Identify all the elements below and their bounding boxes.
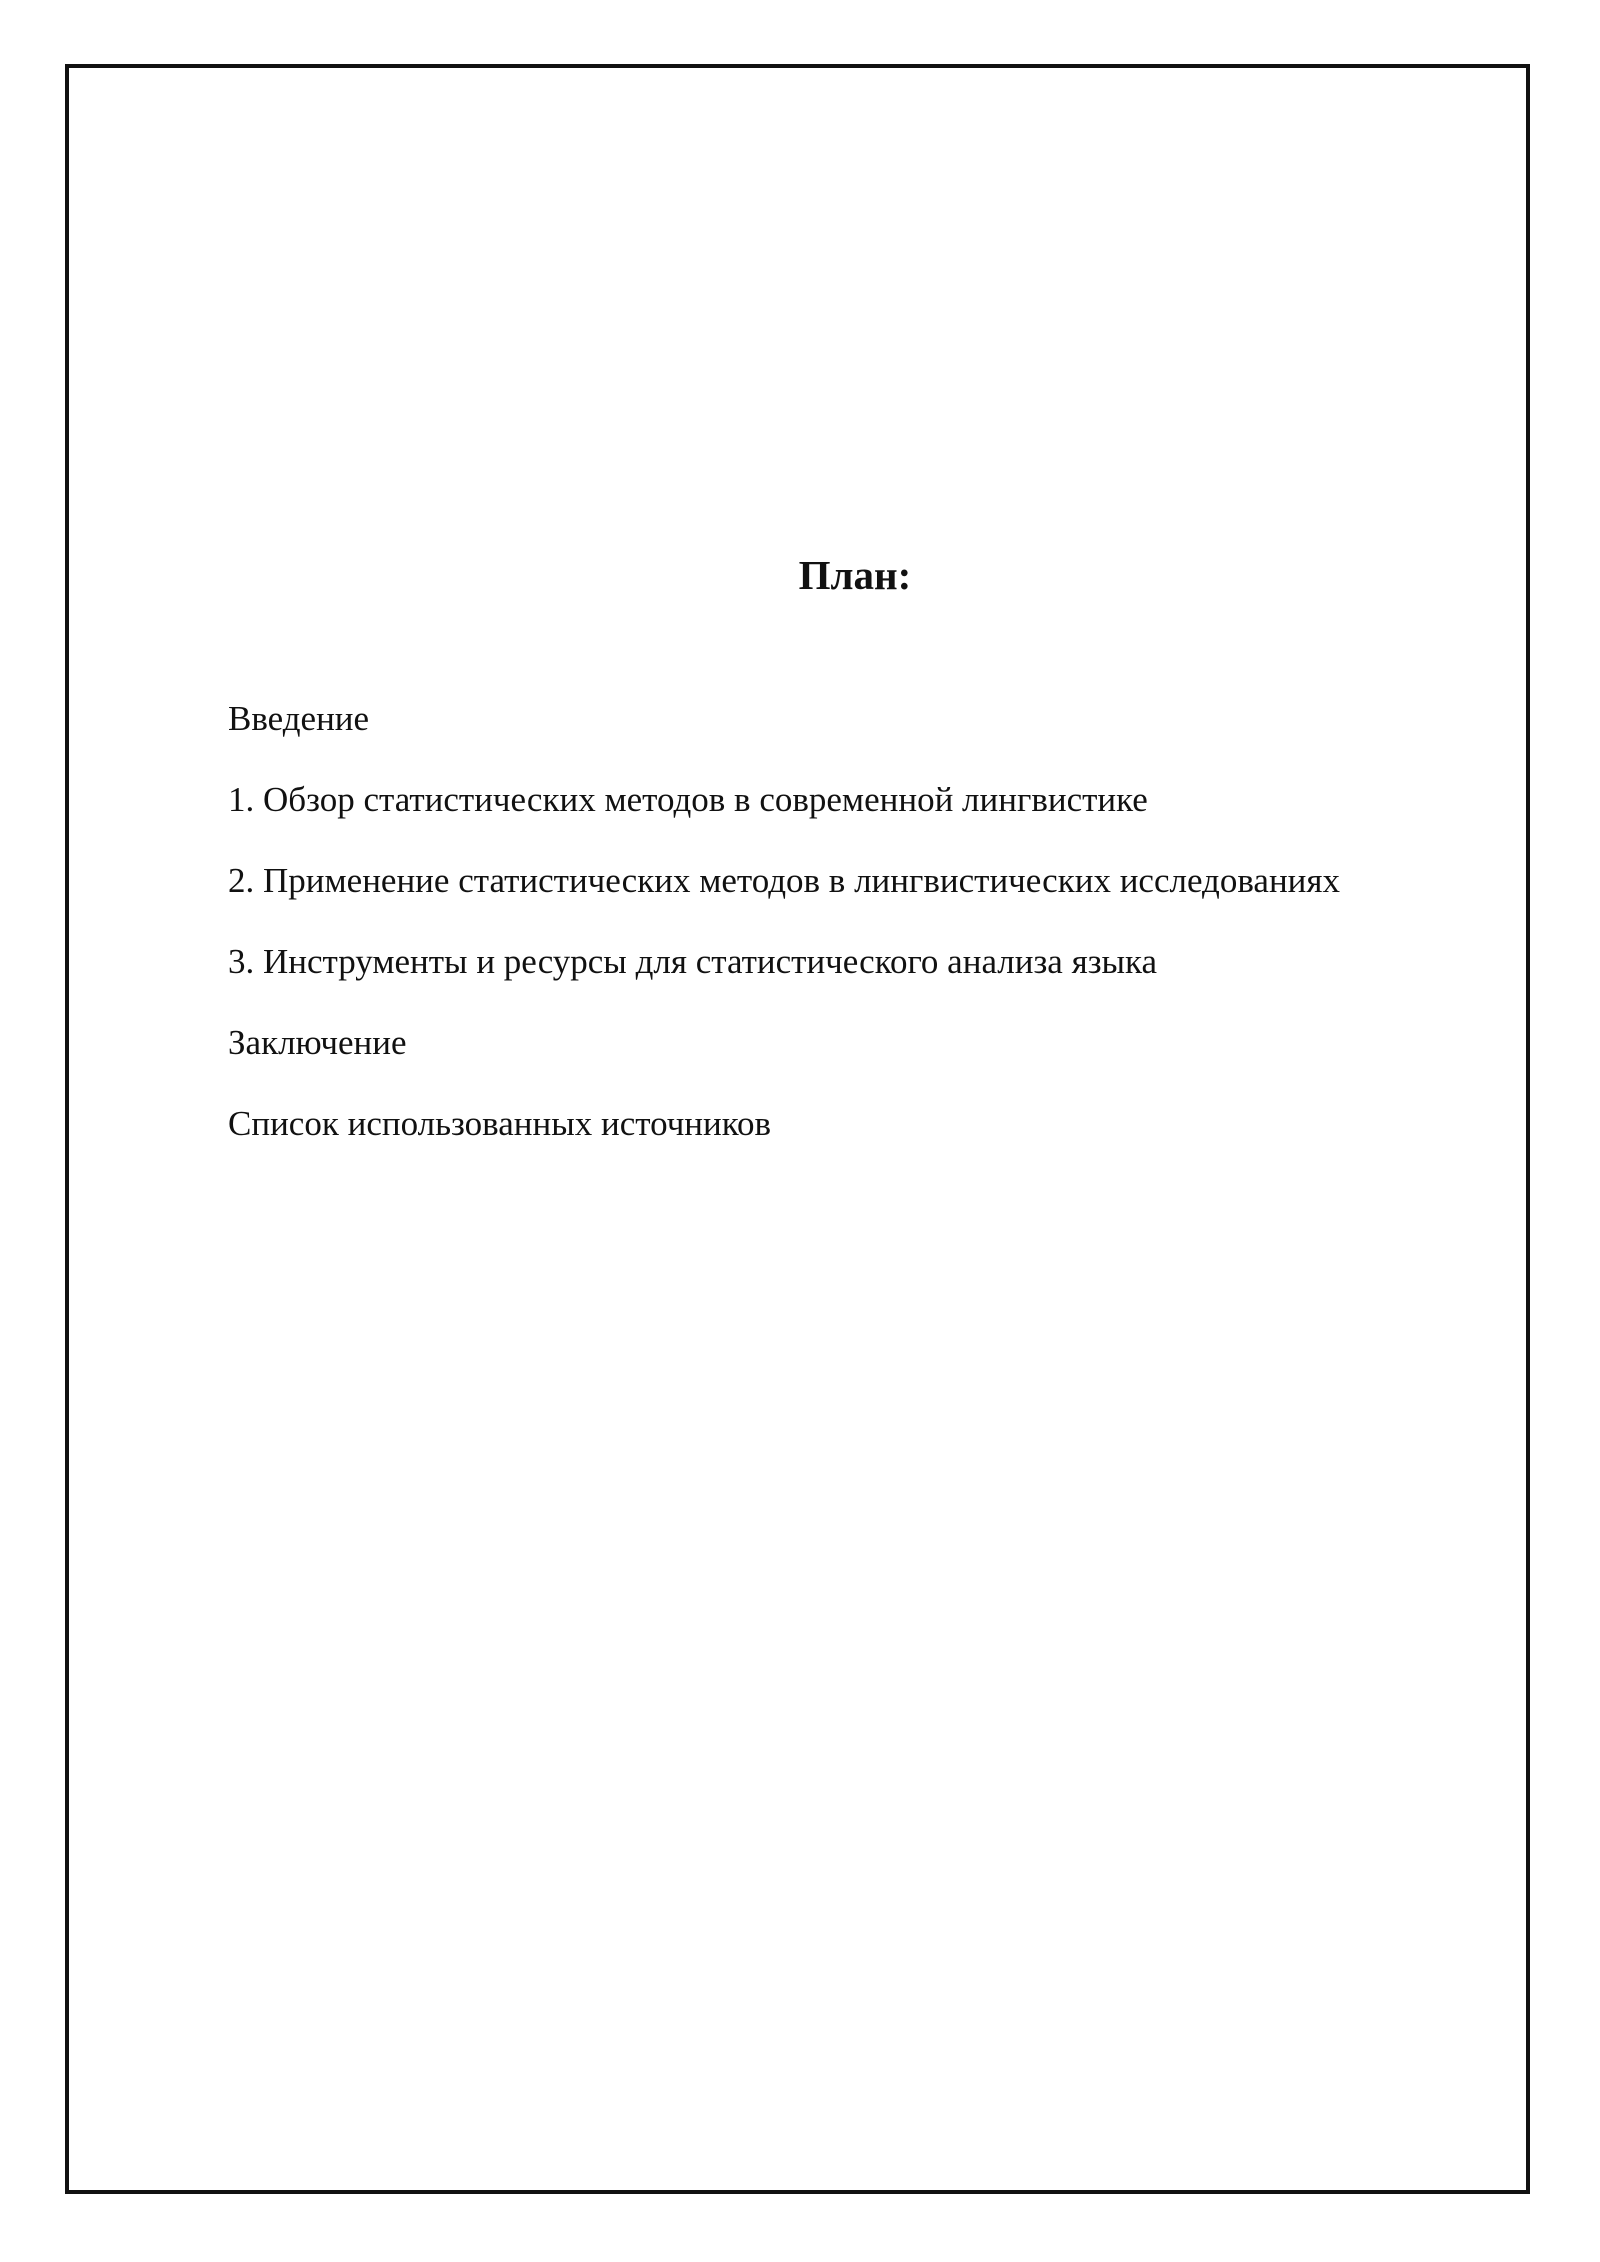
toc-item-conclusion: Заключение [228, 1023, 407, 1062]
toc-item-chapter-1: 1. Обзор статистических методов в современной лингвистике [228, 780, 1148, 819]
toc-item-chapter-2: 2. Применение статистических методов в лингвистических исследованиях [228, 861, 1341, 900]
page-title: План: [798, 552, 912, 598]
toc-item-introduction: Введение [228, 699, 370, 738]
table-of-contents [228, 697, 1340, 1183]
toc-item-references: Список использованных источников [228, 1104, 772, 1143]
toc-item-chapter-3: 3. Инструменты и ресурсы для статистического анализа языка [228, 942, 1158, 981]
